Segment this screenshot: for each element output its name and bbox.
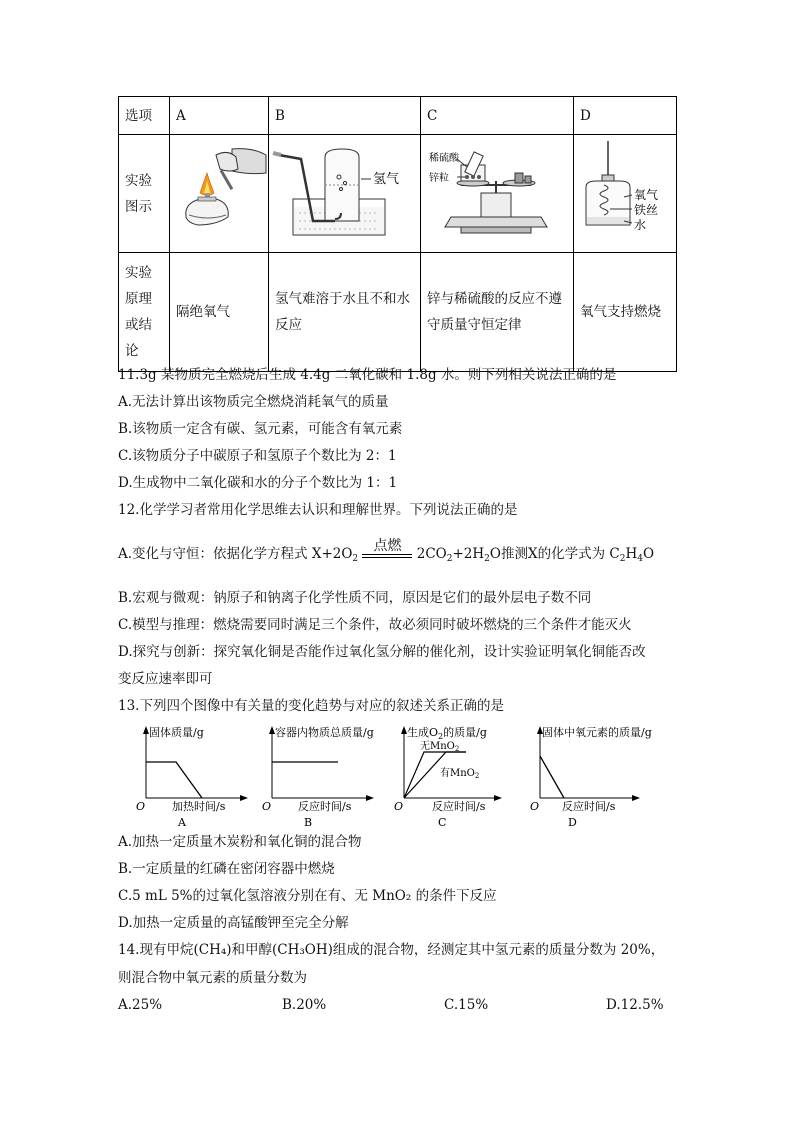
svg-text:有MnO2: 有MnO$_2$ — [440, 768, 480, 780]
q11-option-a: A.无法计算出该物质完全燃烧消耗氧气的质量 — [118, 394, 389, 410]
svg-text:O: O — [394, 800, 404, 813]
svg-text:固体质量/g: 固体质量/g — [149, 726, 204, 739]
q13-option-d: D.加热一定质量的高锰酸钾至完全分解 — [118, 915, 349, 931]
graph-b — [258, 722, 383, 830]
figure-c-cell — [421, 135, 574, 253]
q14-option-d: D.12.5% — [606, 997, 664, 1013]
q12-option-a: A.变化与守恒：依据化学方程式 $X+2O_2$ 点燃 $2CO_2+2H_2O$推测X的化学式为 $C_2H_4O$ — [118, 538, 655, 564]
svg-text:O: O — [530, 800, 540, 813]
table-header-row — [119, 97, 677, 135]
label-zinc: 锌粒 — [429, 173, 449, 184]
iron-wire-combustion-figure — [574, 135, 677, 243]
graph-a — [132, 722, 252, 830]
row-label-result: 实验原理或结论 — [119, 253, 170, 372]
svg-text:A: A — [178, 816, 186, 829]
q12-option-c: C.模型与推理：燃烧需要同时满足三个条件，故必须同时破坏燃烧的三个条件才能灭火 — [118, 617, 632, 633]
reaction-condition: 点燃 — [362, 552, 412, 558]
table-image-row — [119, 135, 677, 253]
q14-option-c: C.15% — [444, 997, 489, 1013]
result-a: 隔绝氧气 — [170, 253, 269, 372]
header-a: A — [170, 97, 269, 135]
q12-stem: 12.化学学习者常用化学思维去认识和理解世界。下列说法正确的是 — [118, 502, 518, 518]
result-c: 锌与稀硫酸的反应不遵守质量守恒定律 — [421, 253, 574, 372]
figure-a-cell — [170, 135, 269, 253]
figure-b-cell — [269, 135, 421, 253]
header-option: 选项 — [119, 97, 170, 135]
q11-option-d: D.生成物中二氧化碳和水的分子个数比为 1：1 — [118, 475, 398, 491]
alcohol-lamp-figure — [170, 135, 269, 243]
svg-text:容器内物质总质量/g: 容器内物质总质量/g — [275, 726, 374, 739]
graph-d-curve — [540, 756, 564, 798]
result-d: 氧气支持燃烧 — [574, 253, 677, 372]
hydrogen-collection-figure — [269, 135, 421, 243]
graph-a-curve — [146, 762, 202, 798]
svg-text:D: D — [568, 816, 577, 829]
svg-text:生成O2的质量/g: 生成$O_2$的质量/g — [407, 726, 487, 741]
svg-text:O: O — [262, 800, 272, 813]
q14-option-b: B.20% — [282, 997, 327, 1013]
label-water: 水 — [634, 218, 647, 232]
figure-d-cell — [574, 135, 677, 253]
header-d: D — [574, 97, 677, 135]
label-sulfuric-acid: 稀硫酸 — [429, 153, 459, 164]
q11-stem: 11.3g 某物质完全燃烧后生成 4.4g 二氧化碳和 1.8g 水。则下列相关说法正确的是 — [118, 367, 617, 383]
q13-stem: 13.下列四个图像中有关量的变化趋势与对应的叙述关系正确的是 — [118, 698, 504, 714]
svg-text:反应时间/s: 反应时间/s — [298, 800, 352, 813]
label-hydrogen: 氢气 — [373, 172, 400, 187]
graph-d — [528, 722, 663, 830]
q11-option-c: C.该物质分子中碳原子和氢原子个数比为 2：1 — [118, 448, 397, 464]
result-b: 氢气难溶于水且不和水反应 — [269, 253, 421, 372]
svg-text:加热时间/s: 加热时间/s — [172, 800, 226, 813]
q11-option-b: B.该物质一定含有碳、氢元素，可能含有氧元素 — [118, 421, 403, 437]
graph-c — [392, 722, 512, 830]
label-iron-wire: 铁丝 — [634, 203, 659, 217]
svg-text:C: C — [438, 816, 447, 829]
svg-text:无MnO2: 无MnO$_2$ — [420, 741, 460, 753]
label-oxygen: 氧气 — [634, 188, 659, 202]
q13-option-c: C.5 mL 5%的过氧化氢溶液分别在有、无 MnO₂ 的条件下反应 — [118, 888, 497, 904]
q12-option-b: B.宏观与微观：钠原子和钠离子化学性质不同，原因是它们的最外层电子数不同 — [118, 590, 592, 606]
svg-text:反应时间/s: 反应时间/s — [432, 800, 486, 813]
balance-figure — [421, 135, 574, 243]
row-label-image: 实验图示 — [119, 135, 170, 253]
q12-option-d: D.探究与创新：探究氧化铜是否能作过氧化氢分解的催化剂，设计实验证明氧化铜能否改 — [118, 644, 646, 660]
q12-option-d-cont: 变反应速率即可 — [118, 671, 213, 687]
svg-text:O: O — [136, 800, 146, 813]
header-b: B — [269, 97, 421, 135]
svg-text:反应时间/s: 反应时间/s — [562, 800, 616, 813]
svg-text:固体中氧元素的质量/g: 固体中氧元素的质量/g — [542, 726, 652, 739]
q14-stem-cont: 则混合物中氧元素的质量分数为 — [118, 970, 307, 986]
q14-stem: 14.现有甲烷(CH₄)和甲醇(CH₃OH)组成的混合物，经测定其中氢元素的质量分数为 20%， — [118, 942, 665, 958]
table-result-row — [119, 253, 677, 372]
q13-option-b: B.一定质量的红磷在密闭容器中燃烧 — [118, 861, 335, 877]
experiment-table — [118, 96, 677, 372]
q14-option-a: A.25% — [118, 997, 163, 1013]
svg-text:B: B — [304, 816, 313, 829]
q13-option-a: A.加热一定质量木炭粉和氧化铜的混合物 — [118, 834, 362, 850]
header-c: C — [421, 97, 574, 135]
